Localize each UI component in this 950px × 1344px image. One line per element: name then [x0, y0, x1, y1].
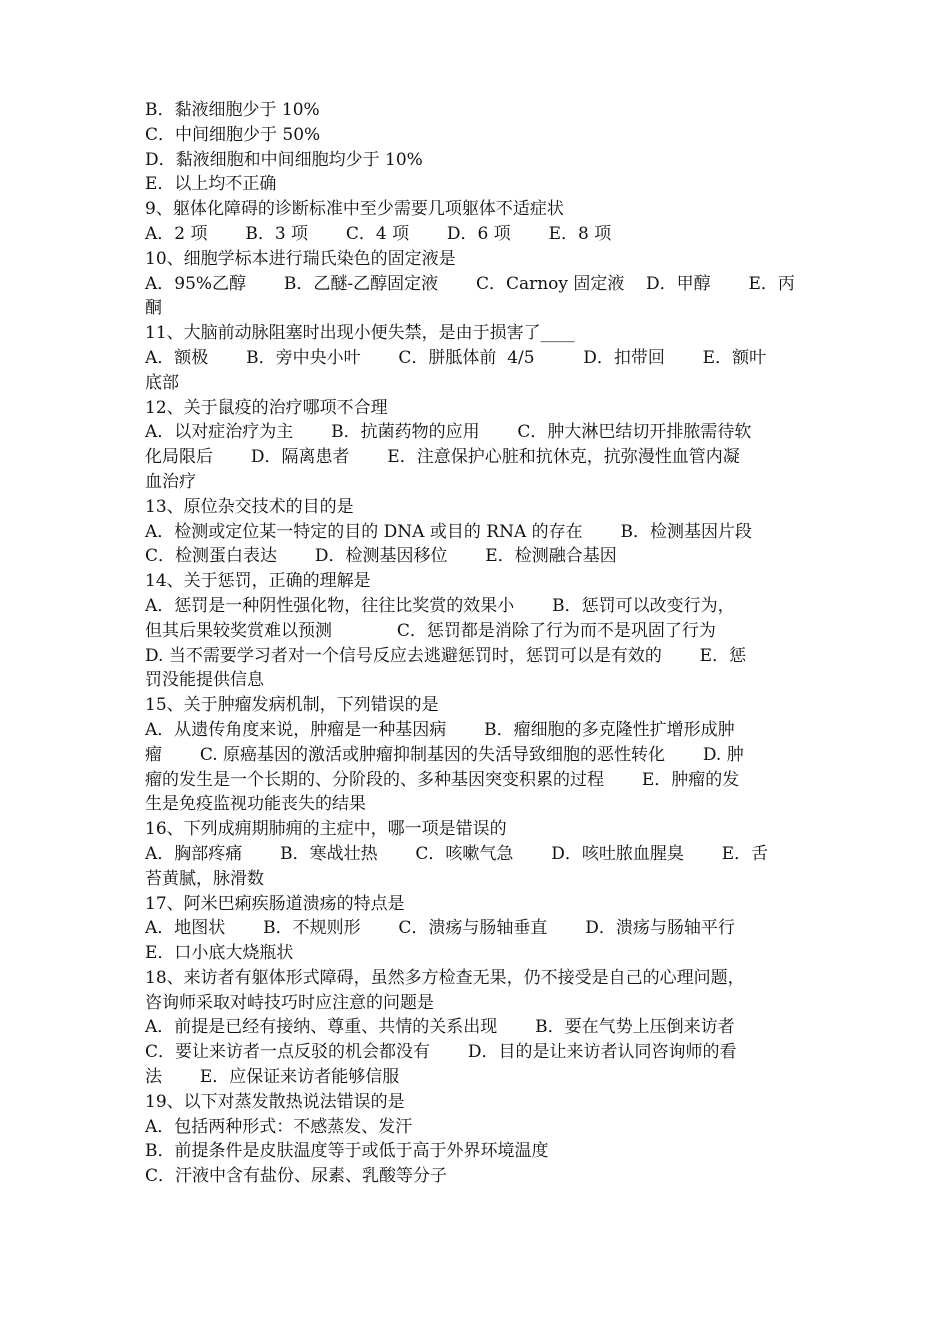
question-14: 14、关于惩罚，正确的理解是 [145, 571, 371, 592]
text-line: 底部 [145, 372, 179, 393]
text-line: 苔黄腻，脉滑数 [145, 868, 264, 889]
text-line: A．检测或定位某一特定的目的 DNA 或目的 RNA 的存在 B．检测基因片段 [145, 521, 752, 542]
question-12: 12、关于鼠疫的治疗哪项不合理 [145, 397, 388, 418]
question-15: 15、关于肿瘤发病机制，下列错误的是 [145, 695, 439, 716]
text-line: 生是免疫监视功能丧失的结果 [145, 794, 366, 815]
text-line: 咨询师采取对峙技巧时应注意的问题是 [145, 992, 434, 1013]
text-line: A．以对症治疗为主 B．抗菌药物的应用 C．肿大淋巴结切开排脓需待软 [145, 422, 752, 443]
text-line: E．口小底大烧瓶状 [145, 943, 294, 964]
text-line: 罚没能提供信息 [145, 670, 264, 691]
text-line: A．前提是已经有接纳、尊重、共情的关系出现 B．要在气势上压倒来访者 [145, 1017, 735, 1038]
text-line: B．前提条件是皮肤温度等于或低于高于外界环境温度 [145, 1141, 549, 1162]
document-page [145, 98, 810, 1189]
text-line: B．黏液细胞少于 10% [145, 100, 320, 120]
text-line: 瘤的发生是一个长期的、分阶段的、多种基因突变积累的过程 E．肿瘤的发 [145, 769, 740, 790]
text-line: 但其后果较奖赏难以预测 C．惩罚都是消除了行为而不是巩固了行为 [145, 620, 716, 641]
text-line: A．胸部疼痛 B．寒战壮热 C．咳嗽气急 D．咳吐脓血腥臭 E．舌 [145, 843, 769, 864]
question-11: 11、大脑前动脉阻塞时出现小便失禁，是由于损害了____ [145, 323, 575, 344]
text-line: A．2 项 B．3 项 C．4 项 D．6 项 E．8 项 [145, 223, 612, 244]
question-18: 18、来访者有躯体形式障碍，虽然多方检查无果，仍不接受是自己的心理问题， [145, 967, 745, 988]
text-line: D. 当不需要学习者对一个信号反应去逃避惩罚时，惩罚可以是有效的 E．惩 [145, 645, 747, 666]
text-line: C．汗液中含有盐份、尿素、乳酸等分子 [145, 1166, 448, 1187]
text-line: A．额极 B．旁中央小叶 C．胼胝体前 4/5 D．扣带回 E．额叶 [145, 347, 767, 368]
text-line: 法 E．应保证来访者能够信服 [145, 1067, 400, 1088]
question-16: 16、下列成痈期肺痈的主症中，哪一项是错误的 [145, 819, 507, 840]
text-line: C．检测蛋白表达 D．检测基因移位 E．检测融合基因 [145, 546, 617, 567]
question-17: 17、阿米巴痢疾肠道溃疡的特点是 [145, 893, 405, 914]
text-line: A．地图状 B．不规则形 C．溃疡与肠轴垂直 D．溃疡与肠轴平行 [145, 918, 735, 939]
text-line: 瘤 C. 原癌基因的激活或肿瘤抑制基因的失活导致细胞的恶性转化 D. 肿 [145, 744, 744, 765]
question-19: 19、以下对蒸发散热说法错误的是 [145, 1091, 405, 1112]
text-line: A．95%乙醇 B．乙醚-乙醇固定液 C．Carnoy 固定液 D．甲醇 E．丙 [145, 273, 795, 294]
text-line: A．包括两种形式：不感蒸发、发汗 [145, 1116, 413, 1137]
text-line: A．惩罚是一种阴性强化物，往往比奖赏的效果小 B．惩罚可以改变行为， [145, 595, 735, 616]
text-line: D．黏液细胞和中间细胞均少于 10% [145, 149, 423, 170]
question-13: 13、原位杂交技术的目的是 [145, 496, 354, 517]
text-line: 血治疗 [145, 471, 196, 492]
text-line: 化局限后 D．隔离患者 E．注意保护心脏和抗休克，抗弥漫性血管内凝 [145, 447, 740, 468]
question-10: 10、细胞学标本进行瑞氏染色的固定液是 [145, 248, 456, 269]
text-line: C．中间细胞少于 50% [145, 124, 321, 145]
text-line: E．以上均不正确 [145, 174, 277, 195]
text-line: A．从遗传角度来说，肿瘤是一种基因病 B．瘤细胞的多克隆性扩增形成肿 [145, 719, 735, 740]
text-line: 酮 [145, 298, 162, 319]
text-line: C．要让来访者一点反驳的机会都没有 D．目的是让来访者认同咨询师的看 [145, 1042, 737, 1063]
question-9: 9、躯体化障碍的诊断标准中至少需要几项躯体不适症状 [145, 199, 564, 220]
